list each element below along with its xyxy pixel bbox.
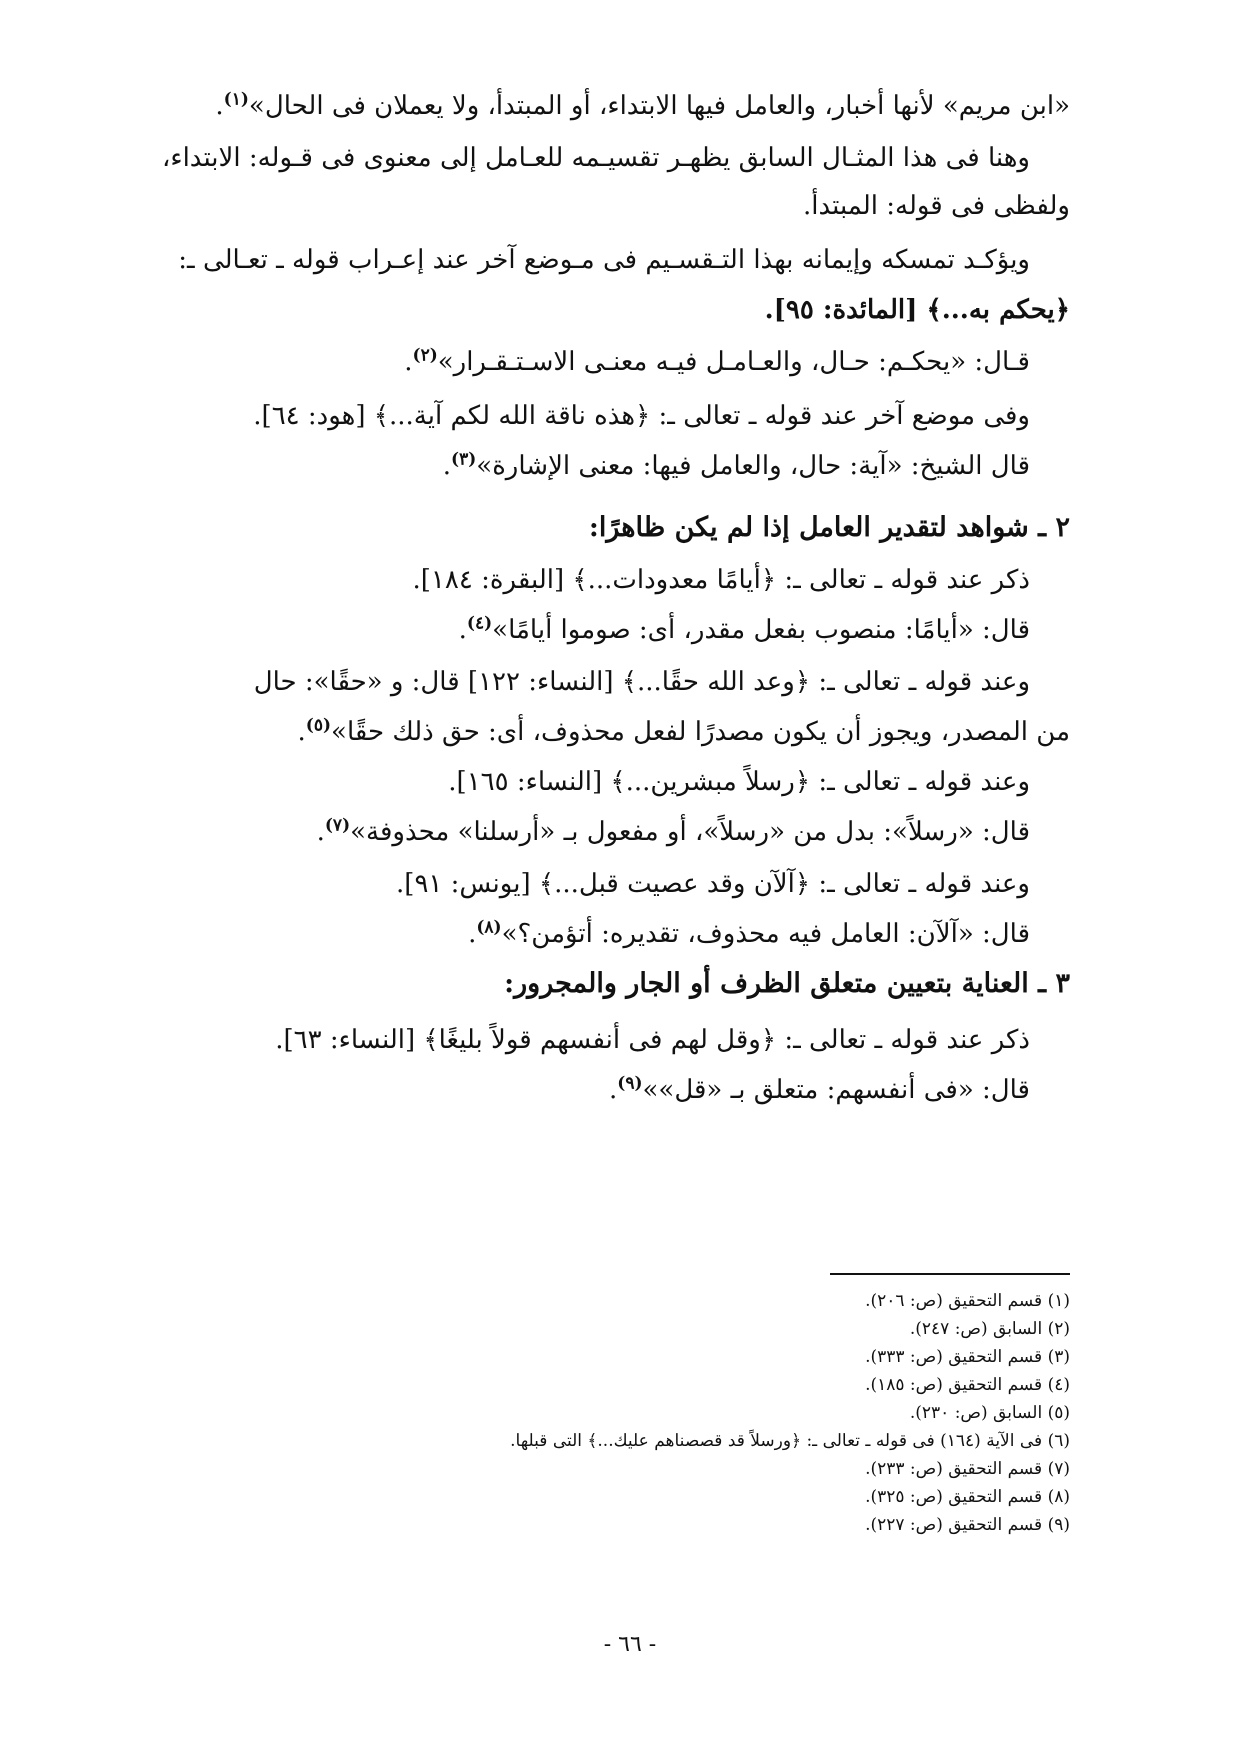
line-text: قال: «رسلاً»: بدل من «رسلاً»، أو مفعول بـ «أرسلنا» محذوفة» (350, 817, 1030, 847)
body-line-10: قال: «أيامًا: منصوب بفعل مقدر، أى: صوموا أيامًا»$^{(٤)}$. (458, 613, 1030, 645)
footnote-8: (٨) قسم التحقيق (ص: ٣٢٥). (865, 1487, 1070, 1507)
footnote-7: (٧) قسم التحقيق (ص: ٢٣٣). (865, 1459, 1070, 1479)
footnote-marker: (٤) (466, 613, 493, 634)
body-line-15: وعند قوله ـ تعالى ـ: ﴿آلآن وقد عصيت قبل...﴾ [يونس: ٩١]. (396, 869, 1030, 899)
footnote-1: (١) قسم التحقيق (ص: ٢٠٦). (865, 1291, 1070, 1311)
line-text: قال: «فى أنفسهم: متعلق بـ «قل»» (642, 1075, 1030, 1105)
footnote-marker: (٧) (324, 815, 351, 836)
page-number: - ٦٦ - (603, 1632, 657, 1657)
footnote-divider (830, 1273, 1070, 1275)
body-line-4: ويؤكـد تمسكه وإيمانه بهذا التـقسـيم فى مـوضع آخر عند إعـراب قوله ـ تعـالى ـ: (178, 245, 1030, 275)
body-line-17: ذكر عند قوله ـ تعالى ـ: ﴿وقل لهم فى أنفسهم قولاً بليغًا﴾ [النساء: ٦٣]. (275, 1025, 1030, 1055)
line-text: قال: «أيامًا: منصوب بفعل مقدر، أى: صوموا أيامًا» (492, 615, 1030, 645)
footnote-9: (٩) قسم التحقيق (ص: ٢٢٧). (865, 1515, 1070, 1535)
body-line-6: قـال: «يحكـم: حـال، والعـامـل فيـه معنـى الاسـتـقـرار»$^{(٢)}$. (404, 345, 1030, 377)
body-line-1: «ابن مريم» لأنها أخبار، والعامل فيها الابتداء، أو المبتدأ، ولا يعملان فى الحال»$^{(١)}$. (215, 89, 1070, 121)
footnote-6: (٦) فى الآية (١٦٤) فى قوله ـ تعالى ـ: ﴿ورسلاً قد قصصناهم عليك...﴾ التى قبلها. (510, 1431, 1070, 1451)
body-line-8: قال الشيخ: «آية: حال، والعامل فيها: معنى الإشارة»$^{(٣)}$. (442, 449, 1030, 481)
body-line-5: ﴿يحكم به...﴾ [المائدة: ٩٥]. (764, 295, 1070, 325)
footnote-marker: (٩) (617, 1073, 643, 1094)
body-line-13: وعند قوله ـ تعالى ـ: ﴿رسلاً مبشرين...﴾ [النساء: ١٦٥]. (448, 767, 1030, 797)
line-text: قـال: «يحكـم: حـال، والعـامـل فيـه معنـى الاسـتـقـرار» (437, 347, 1030, 377)
body-line-16: قال: «آلآن: العامل فيه محذوف، تقديره: أتؤمن؟»$^{(٨)}$. (468, 917, 1030, 949)
body-line-9: ذكر عند قوله ـ تعالى ـ: ﴿أيامًا معدودات...﴾ [البقرة: ١٨٤]. (412, 565, 1030, 595)
footnote-marker: (٨) (476, 917, 502, 938)
line-text: قال: «آلآن: العامل فيه محذوف، تقديره: أتؤمن؟» (501, 919, 1030, 949)
body-line-14: قال: «رسلاً»: بدل من «رسلاً»، أو مفعول بـ «أرسلنا» محذوفة»$^{(٧)}$. (316, 815, 1030, 847)
body-line-12: من المصدر، ويجوز أن يكون مصدرًا لفعل محذوف، أى: حق ذلك حقًا»$^{(٥)}$. (297, 715, 1070, 747)
footnote-5: (٥) السابق (ص: ٢٣٠). (909, 1403, 1070, 1423)
line-text: قال الشيخ: «آية: حال، والعامل فيها: معنى الإشارة» (476, 451, 1030, 481)
footnote-2: (٢) السابق (ص: ٢٤٧). (909, 1319, 1070, 1339)
section-heading-2: ٢ ـ شواهد لتقدير العامل إذا لم يكن ظاهرًا: (588, 512, 1070, 543)
footnote-3: (٣) قسم التحقيق (ص: ٣٣٣). (865, 1347, 1070, 1367)
body-line-18: قال: «فى أنفسهم: متعلق بـ «قل»»$^{(٩)}$. (609, 1073, 1030, 1105)
line-text: «ابن مريم» لأنها أخبار، والعامل فيها الابتداء، أو المبتدأ، ولا يعملان فى الحال» (248, 91, 1070, 121)
body-line-11: وعند قوله ـ تعالى ـ: ﴿وعد الله حقًا...﴾ [النساء: ١٢٢] قال: و «حقًا»: حال (253, 667, 1030, 697)
body-line-2: وهنا فى هذا المثـال السابق يظهـر تقسيـمه للعـامل إلى معنوى فى قـوله: الابتداء، (161, 143, 1030, 173)
line-text: من المصدر، ويجوز أن يكون مصدرًا لفعل محذوف، أى: حق ذلك حقًا» (331, 717, 1070, 747)
footnote-marker: (٣) (451, 449, 477, 470)
footnote-4: (٤) قسم التحقيق (ص: ١٨٥). (865, 1375, 1070, 1395)
body-line-7: وفى موضع آخر عند قوله ـ تعالى ـ: ﴿هذه ناقة الله لكم آية...﴾ [هود: ٦٤]. (253, 401, 1030, 431)
footnote-marker: (٢) (412, 345, 438, 366)
section-heading-3: ٣ ـ العناية بتعيين متعلق الظرف أو الجار والمجرور: (504, 968, 1070, 999)
body-line-3: ولفظى فى قوله: المبتدأ. (802, 191, 1070, 221)
footnote-marker: (١) (223, 89, 249, 110)
footnote-marker: (٥) (305, 715, 332, 736)
